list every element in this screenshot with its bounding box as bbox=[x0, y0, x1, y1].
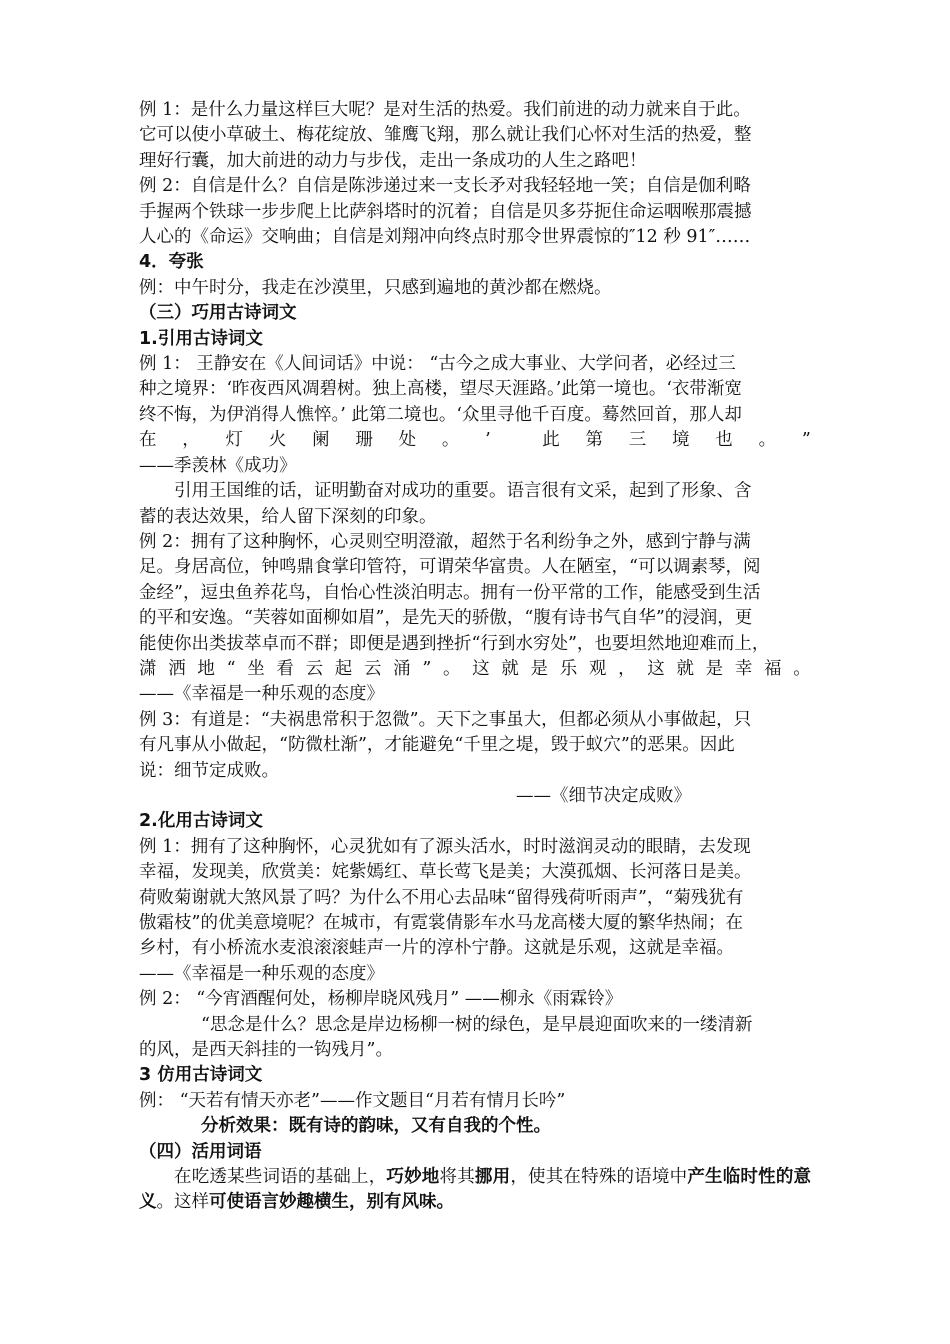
text-line: 荷败菊谢就大煞风景了吗？为什么不用心去品味“留得残荷听雨声”，“菊残犹有 bbox=[139, 887, 744, 908]
text-line: 说：细节定成败。 bbox=[139, 760, 279, 781]
text-line: “思念是什么？思念是岸边杨柳一树的绿色，是早晨迎面吹来的一缕清新 bbox=[201, 1014, 753, 1035]
spread-char: 。 bbox=[758, 430, 777, 451]
text-segment: 在吃透某些词语的基础上， bbox=[174, 1167, 387, 1188]
spread-char: 洒 bbox=[168, 658, 186, 679]
text-line: 足。身居高位，钟鸣鼎食掌印管符，可谓荣华富贵。人在陋室，“可以调素琴，阅 bbox=[139, 557, 761, 578]
spread-char: 阑 bbox=[312, 430, 330, 451]
spread-char: 在 bbox=[139, 430, 157, 451]
text-line: 能使你出类拔萃卓而不群；即便是遇到挫折“行到水穷处”，也要坦然地迎难而上， bbox=[139, 633, 770, 654]
spread-char: 境 bbox=[672, 430, 690, 451]
example-mind bbox=[139, 530, 811, 682]
heading-cite-poetry: 1.引用古诗词文 bbox=[139, 328, 263, 349]
text-line: 蓄的表达效果，给人留下深刻的印象。 bbox=[139, 506, 437, 527]
paragraph-flexible-words bbox=[139, 1165, 811, 1216]
spread-line bbox=[139, 428, 811, 453]
spread-char: 第 bbox=[585, 430, 603, 451]
spread-char: “ bbox=[226, 658, 236, 679]
spread-char: 。 bbox=[793, 658, 811, 679]
text-line: 引用王国维的话，证明勤奋对成功的重要。语言很有文采，起到了形象、含 bbox=[174, 481, 752, 502]
text-line: 例 2：自信是什么？自信是陈涉递过来一支长矛对我轻轻地一笑；自信是伽利略 bbox=[139, 176, 751, 197]
spread-char: 地 bbox=[197, 658, 215, 679]
heading-imitate-poetry: 3 仿用古诗词文 bbox=[139, 1065, 263, 1086]
bold-phrase: 挪用 bbox=[474, 1167, 511, 1188]
example-detail bbox=[139, 708, 811, 784]
spread-char: 乐 bbox=[559, 658, 578, 679]
text-line: 傲霜枝”的优美意境呢？在城市，有霓裳倩影车水马龙高楼大厦的繁华热闹；在 bbox=[139, 913, 743, 933]
spread-char: 幸 bbox=[734, 658, 753, 679]
spread-char: 看 bbox=[276, 658, 294, 679]
example-life-passion bbox=[139, 98, 811, 174]
spread-char: 这 bbox=[647, 658, 665, 679]
text-line: 的风，是西天斜挂的一钩残月”。 bbox=[139, 1040, 393, 1061]
example-adapt bbox=[139, 835, 811, 962]
source-detail: ——《细节决定成败》 bbox=[516, 785, 691, 806]
spread-char: 福 bbox=[764, 658, 782, 679]
example-wang-guowei bbox=[139, 352, 811, 454]
text-line: 金经”，逗虫鱼养花鸟，自怡心性淡泊明志。拥有一份平常的工作，能感受到生活 bbox=[139, 582, 761, 603]
source-happiness: ——《幸福是一种乐观的态度》 bbox=[139, 684, 384, 705]
text-segment: ，使其在特殊的语境中 bbox=[510, 1167, 688, 1188]
text-line: 幸福，发现美，欣赏美：姹紫嫣红、草长莺飞是美；大漠孤烟、长河落日是美。 bbox=[139, 862, 752, 883]
example-longing bbox=[139, 1013, 811, 1064]
spread-char: ” bbox=[801, 430, 811, 451]
bold-phrase: 产生临时 bbox=[687, 1167, 759, 1188]
example-confidence bbox=[139, 174, 811, 250]
section-four-heading: （四）活用词语 bbox=[139, 1141, 262, 1162]
heading-exaggeration: 4．夸张 bbox=[139, 252, 204, 273]
example-liuyong: 例 2： “今宵酒醒何处，杨柳岸晓风残月” ——柳永《雨霖铃》 bbox=[139, 989, 623, 1010]
text-segment: 将其 bbox=[439, 1167, 475, 1188]
spread-char: 。 bbox=[442, 658, 461, 679]
example-imitate: 例： “天若有情天亦老”——作文题目“月若有情月长吟” bbox=[139, 1090, 566, 1111]
spread-char: 云 bbox=[305, 658, 324, 679]
text-line: 有凡事从小做起，“防微杜渐”，才能避免“千里之堤，毁于蚁穴”的恶果。因此 bbox=[139, 735, 735, 756]
heading-adapt-poetry: 2.化用古诗词文 bbox=[139, 811, 263, 832]
spread-char: 就 bbox=[501, 658, 519, 679]
spread-char: 是 bbox=[705, 658, 724, 679]
text-line: 种之境界：‘昨夜西风凋碧树。独上高楼，望尽天涯路。’此第一境也。‘衣带渐宽 bbox=[139, 379, 742, 400]
spread-char: 也 bbox=[715, 430, 733, 451]
text-segment: 。这样 bbox=[156, 1192, 209, 1213]
spread-char: 珊 bbox=[355, 430, 373, 451]
spread-line bbox=[139, 657, 811, 682]
source-success: ——季羡林《成功》 bbox=[139, 455, 297, 476]
document-page bbox=[139, 98, 811, 1216]
text-line: 例 1： 王静安在《人间词话》中说： “古今之成大事业、大学问者，必经过三 bbox=[139, 354, 736, 375]
analysis-effect: 分析效果：既有诗的韵味，又有自我的个性。 bbox=[201, 1116, 551, 1137]
spread-char: 火 bbox=[268, 430, 287, 451]
spread-char: 起 bbox=[334, 658, 353, 679]
analysis-cite bbox=[139, 479, 811, 530]
spread-char: 三 bbox=[628, 430, 647, 451]
text-line: 例 2：拥有了这种胸怀，心灵则空明澄澈，超然于名利纷争之外，感到宁静与满 bbox=[139, 531, 751, 552]
text-line: 例 1：拥有了这种胸怀，心灵犹如有了源头活水，时时滋润灵动的眼睛，去发现 bbox=[139, 836, 751, 857]
spread-char: 处 bbox=[398, 430, 417, 451]
source-happiness: ——《幸福是一种乐观的态度》 bbox=[139, 963, 384, 984]
spread-char: 灯 bbox=[225, 430, 244, 451]
spread-char: ’ bbox=[485, 430, 491, 451]
spread-char: 坐 bbox=[247, 658, 265, 679]
spread-char: 就 bbox=[676, 658, 694, 679]
spread-char: ， bbox=[618, 658, 636, 679]
spread-char: 此 bbox=[542, 430, 560, 451]
text-line: 乡村，有小桥流水麦浪滚滚蛙声一片的淳朴宁静。这就是乐观，这就是幸福。 bbox=[139, 938, 734, 959]
spread-char: 是 bbox=[530, 658, 549, 679]
text-line: 例 1：是什么力量这样巨大呢？是对生活的热爱。我们前进的动力就来自于此。 bbox=[139, 100, 751, 120]
text-line: 终不悔，为伊消得人憔悴。’ 此第二境也。‘众里寻他千百度。蓦然回首，那人却 bbox=[139, 404, 742, 425]
spread-char: 这 bbox=[472, 658, 490, 679]
spread-char: 观 bbox=[588, 658, 607, 679]
section-three-heading: （三）巧用古诗词文 bbox=[139, 303, 297, 324]
bold-phrase: 性的意义 bbox=[139, 1167, 812, 1213]
example-desert: 例：中午时分，我走在沙漠里，只感到遍地的黄沙都在燃烧。 bbox=[139, 277, 612, 298]
text-line: 理好行囊，加大前进的动力与步伐，走出一条成功的人生之路吧！ bbox=[139, 150, 647, 171]
spread-char: 。 bbox=[441, 430, 460, 451]
spread-char: 云 bbox=[363, 658, 382, 679]
text-line: 它可以使小草破土、梅花绽放、雏鹰飞翔，那么就让我们心怀对生活的热爱，整 bbox=[139, 125, 752, 146]
text-line: 的平和安逸。“芙蓉如面柳如眉”，是先天的骄傲，“腹有诗书气自华”的浸润，更 bbox=[139, 608, 753, 629]
spread-char: ， bbox=[182, 430, 200, 451]
text-line: 例 3：有道是：“夫祸患常积于忽微”。天下之事虽大，但都必须从小事做起，只 bbox=[139, 709, 752, 730]
text-line: 手握两个铁球一步步爬上比萨斜塔时的沉着；自信是贝多芬扼住命运咽喉那震撼 bbox=[139, 201, 752, 222]
spread-char: ” bbox=[422, 658, 432, 679]
bold-phrase: 巧妙地 bbox=[386, 1167, 440, 1188]
bold-phrase: 可使语言妙趣横生，别有风味。 bbox=[209, 1192, 454, 1213]
spread-char: 潇 bbox=[139, 658, 157, 679]
text-line: 人心的《命运》交响曲；自信是刘翔冲向终点时那令世界震惊的″12 秒 91″…… bbox=[139, 227, 751, 248]
spread-char: 涌 bbox=[393, 658, 411, 679]
